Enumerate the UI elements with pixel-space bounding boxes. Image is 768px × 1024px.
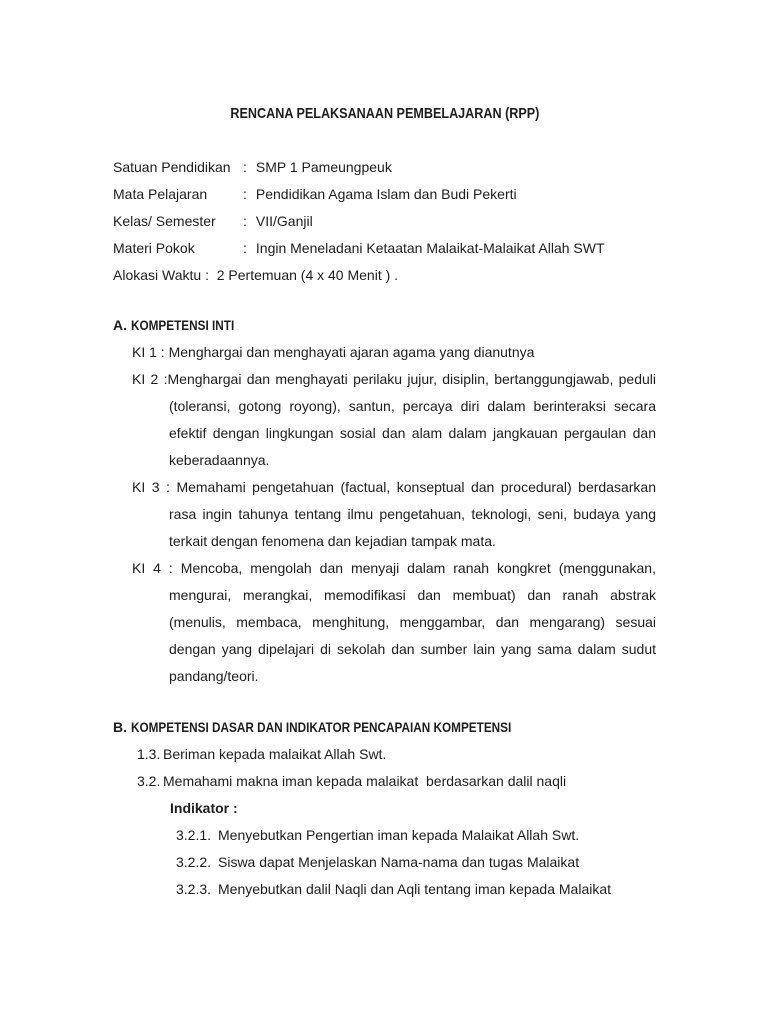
page-title <box>113 100 656 127</box>
kd-number: 3.2. <box>137 773 161 789</box>
field-label: Satuan Pendidikan <box>113 159 231 175</box>
ki-list <box>113 339 656 690</box>
field-colon: : <box>243 159 247 175</box>
indikator-text: Siswa dapat Menjelaskan Nama-nama dan tugas Malaikat <box>218 854 580 870</box>
field-materi-pokok <box>113 235 656 262</box>
indikator-number: 3.2.1. <box>176 827 212 843</box>
ki-text: Memahami pengetahuan (factual, konseptual dan procedural) berdasarkan rasa ingin tahunya tentang ilmu pengetahuan, teknologi, seni, budaya yang terkait dengan fenomena dan kejadian tampak mata. <box>169 479 656 549</box>
field-label: Kelas/ Semester <box>113 213 216 229</box>
field-colon: : <box>243 240 247 256</box>
field-kelas-semester <box>113 208 656 235</box>
page-title-text: RENCANA PELAKSANAAN PEMBELAJARAN (RPP) <box>230 105 539 122</box>
indikator-text: Menyebutkan dalil Naqli dan Aqli tentang iman kepada Malaikat <box>218 881 612 897</box>
kd-item-1-3 <box>137 741 656 768</box>
field-value: SMP 1 Pameungpeuk <box>255 159 392 175</box>
indikator-item-3-2-1 <box>176 822 656 849</box>
field-colon: : <box>243 186 247 202</box>
field-label: Mata Pelajaran <box>113 186 208 202</box>
ki-label: KI 3 : <box>132 479 177 495</box>
indikator-number: 3.2.2. <box>176 854 212 870</box>
ki-text: Mencoba, mengolah dan menyaji dalam ranah kongkret (menggunakan, mengurai, merangkai, memodifikasi dan membuat) dan ranah abstrak (menulis, membaca, menghitung, menggambar, dan mengarang) sesuai dengan yang dipelajari di sekolah dan sumber lain yang sama dalam sudut pandang/teori. <box>169 560 656 684</box>
ki-item-3 <box>113 474 656 555</box>
ki-text: Menghargai dan menghayati ajaran agama yang dianutnya <box>168 344 535 360</box>
field-value: Pendidikan Agama Islam dan Budi Pekerti <box>255 186 517 202</box>
section-marker: B. <box>113 719 127 735</box>
kd-text: Beriman kepada malaikat Allah Swt. <box>163 746 387 762</box>
ki-item-2 <box>113 366 656 474</box>
field-value: Ingin Meneladani Ketaatan Malaikat-Malaikat Allah SWT <box>255 240 605 256</box>
ki-item-4 <box>113 555 656 690</box>
ki-label: KI 1 : <box>132 344 169 360</box>
section-kompetensi-dasar <box>113 714 656 903</box>
field-value: VII/Ganjil <box>255 213 313 229</box>
section-kompetensi-inti <box>113 312 656 690</box>
kd-number: 1.3. <box>137 746 161 762</box>
section-heading-text: KOMPETENSI DASAR DAN INDIKATOR PENCAPAIAN KOMPETENSI <box>131 719 512 735</box>
section-marker: A. <box>113 317 127 333</box>
ki-label: KI 4 : <box>132 560 181 576</box>
indikator-heading: Indikator : <box>170 800 238 816</box>
indikator-item-3-2-2 <box>176 849 656 876</box>
ki-text: Menghargai dan menghayati perilaku jujur, disiplin, bertanggungjawab, peduli (toleransi, gotong royong), santun, percaya diri dalam berinteraksi secara efektif dengan lingkungan sosial dan alam dalam jangkauan pergaulan dan keberadaannya. <box>167 371 656 468</box>
section-a-heading <box>113 312 656 339</box>
ki-item-1 <box>113 339 656 366</box>
meta-fields <box>113 154 656 289</box>
field-label: Materi Pokok <box>113 240 195 256</box>
kd-item-3-2 <box>137 768 656 795</box>
indikator-number: 3.2.3. <box>176 881 212 897</box>
field-colon: : <box>243 213 247 229</box>
section-heading-text: KOMPETENSI INTI <box>131 317 235 333</box>
section-b-heading <box>113 714 656 741</box>
ki-label: KI 2 : <box>132 371 168 387</box>
kd-text: Memahami makna iman kepada malaikat berdasarkan dalil naqli <box>163 773 567 789</box>
field-alokasi-waktu: Alokasi Waktu : 2 Pertemuan (4 x 40 Menit ) . <box>113 267 399 283</box>
indikator-item-3-2-3 <box>176 876 656 903</box>
field-satuan-pendidikan <box>113 154 656 181</box>
field-mata-pelajaran <box>113 181 656 208</box>
indikator-text: Menyebutkan Pengertian iman kepada Malaikat Allah Swt. <box>218 827 580 843</box>
